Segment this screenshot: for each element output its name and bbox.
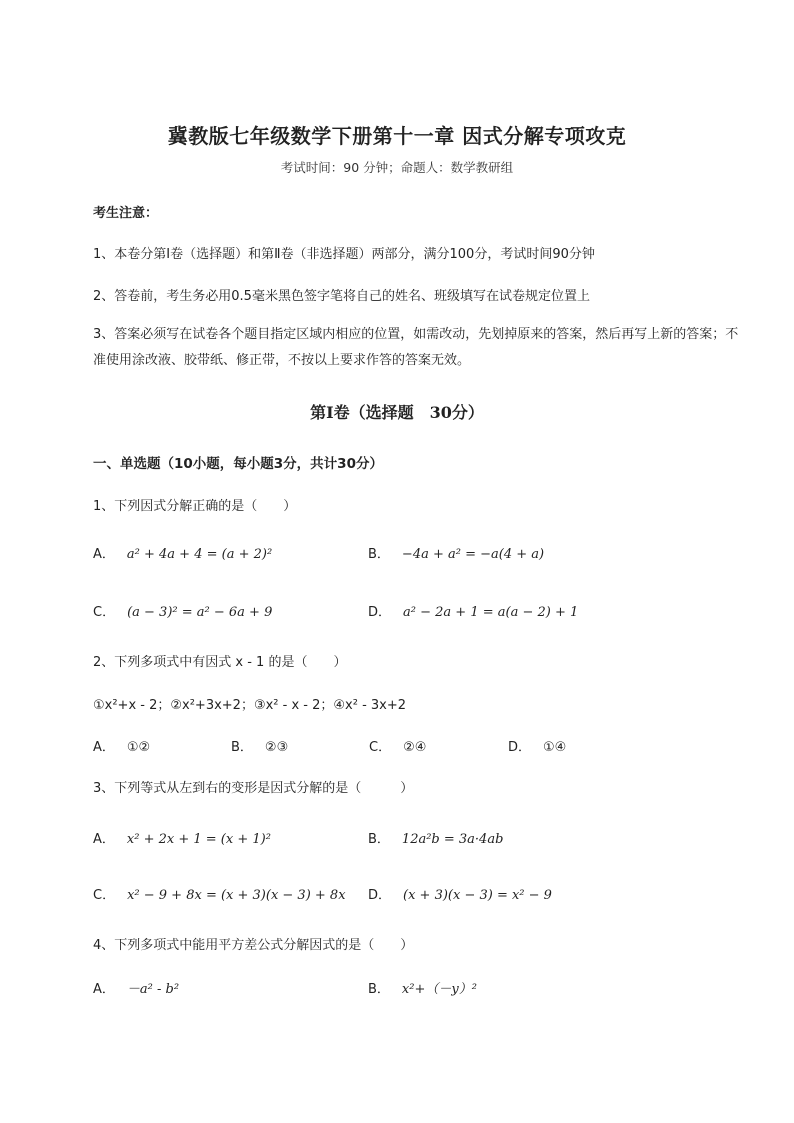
option-label: A．	[93, 547, 115, 562]
question-2-option-a[interactable]	[93, 736, 150, 755]
question-2-items: ①x²+x - 2；②x²+3x+2；③x² - x - 2；④x² - 3x+2	[93, 698, 407, 713]
option-label: D．	[368, 888, 392, 903]
question-4-option-a[interactable]	[93, 978, 179, 997]
option-label: A．	[93, 740, 115, 755]
question-3-option-b[interactable]	[368, 828, 503, 847]
page-title: 冀教版七年级数学下册第十一章 因式分解专项攻克	[167, 124, 627, 148]
option-label: D．	[368, 605, 392, 620]
notice-heading: 考生注意：	[93, 206, 159, 221]
option-text: x² − 9 + 8x = (x + 3)(x − 3) + 8x	[127, 888, 346, 903]
question-1-option-a[interactable]	[93, 543, 272, 562]
notice-item-3: 3、答案必须写在试卷各个题目指定区域内相应的位置，如需改动，先划掉原来的答案，然后再写上新的答案；不准使用涂改液、胶带纸、修正带，不按以上要求作答的答案无效。	[93, 327, 739, 368]
notice-item-1: 1、本卷分第Ⅰ卷（选择题）和第Ⅱ卷（非选择题）两部分，满分100分，考试时间90分钟	[93, 247, 595, 262]
question-1-option-d[interactable]	[368, 601, 578, 620]
option-label: C．	[93, 605, 116, 620]
option-label: B．	[368, 547, 390, 562]
question-4-stem: 4、下列多项式中能用平方差公式分解因式的是（ ）	[93, 938, 414, 953]
question-2-option-c[interactable]	[369, 736, 426, 755]
option-label: B．	[368, 832, 390, 847]
question-4-option-b[interactable]	[368, 978, 477, 997]
question-2-option-b[interactable]	[231, 736, 288, 755]
option-text: a² − 2a + 1 = a(a − 2) + 1	[403, 605, 579, 620]
option-text: (x + 3)(x − 3) = x² − 9	[403, 888, 552, 903]
option-text: ①④	[543, 740, 567, 755]
option-text: －a² - b²	[126, 982, 180, 997]
section-title: 第Ⅰ卷（选择题 30分）	[310, 403, 484, 422]
question-1-stem: 1、下列因式分解正确的是（ ）	[93, 499, 297, 514]
option-text: ①②	[126, 740, 151, 755]
subsection-title: 一、单选题（10小题，每小题3分，共计30分）	[93, 456, 383, 472]
option-label: D．	[508, 740, 532, 755]
option-label: B．	[231, 740, 253, 755]
question-2-stem: 2、下列多项式中有因式 x - 1 的是（ ）	[93, 655, 347, 670]
question-3-stem: 3、下列等式从左到右的变形是因式分解的是（ ）	[93, 781, 414, 796]
question-1-option-c[interactable]	[93, 601, 272, 620]
option-label: C．	[93, 888, 116, 903]
question-3-option-c[interactable]	[93, 884, 346, 903]
option-label: C．	[369, 740, 392, 755]
exam-info: 考试时间：90 分钟；命题人：数学教研组	[280, 160, 514, 175]
option-text: x² + 2x + 1 = (x + 1)²	[126, 832, 271, 847]
question-2-option-d[interactable]	[508, 736, 566, 755]
option-label: B．	[368, 982, 390, 997]
option-text: 12a²b = 3a·4ab	[401, 832, 504, 847]
question-3-option-a[interactable]	[93, 828, 271, 847]
question-3-option-d[interactable]	[368, 884, 552, 903]
option-text: (a − 3)² = a² − 6a + 9	[127, 605, 273, 620]
option-text: x²+（－y）²	[401, 982, 477, 997]
option-text: ②④	[403, 740, 427, 755]
option-text: a² + 4a + 4 = (a + 2)²	[126, 547, 273, 562]
option-text: ②③	[264, 740, 289, 755]
option-text: −4a + a² = −a(4 + a)	[401, 547, 545, 562]
option-label: A．	[93, 982, 115, 997]
option-label: A．	[93, 832, 115, 847]
question-1-option-b[interactable]	[368, 543, 544, 562]
notice-item-2: 2、答卷前，考生务必用0.5毫米黑色签字笔将自己的姓名、班级填写在试卷规定位置上	[93, 289, 590, 304]
